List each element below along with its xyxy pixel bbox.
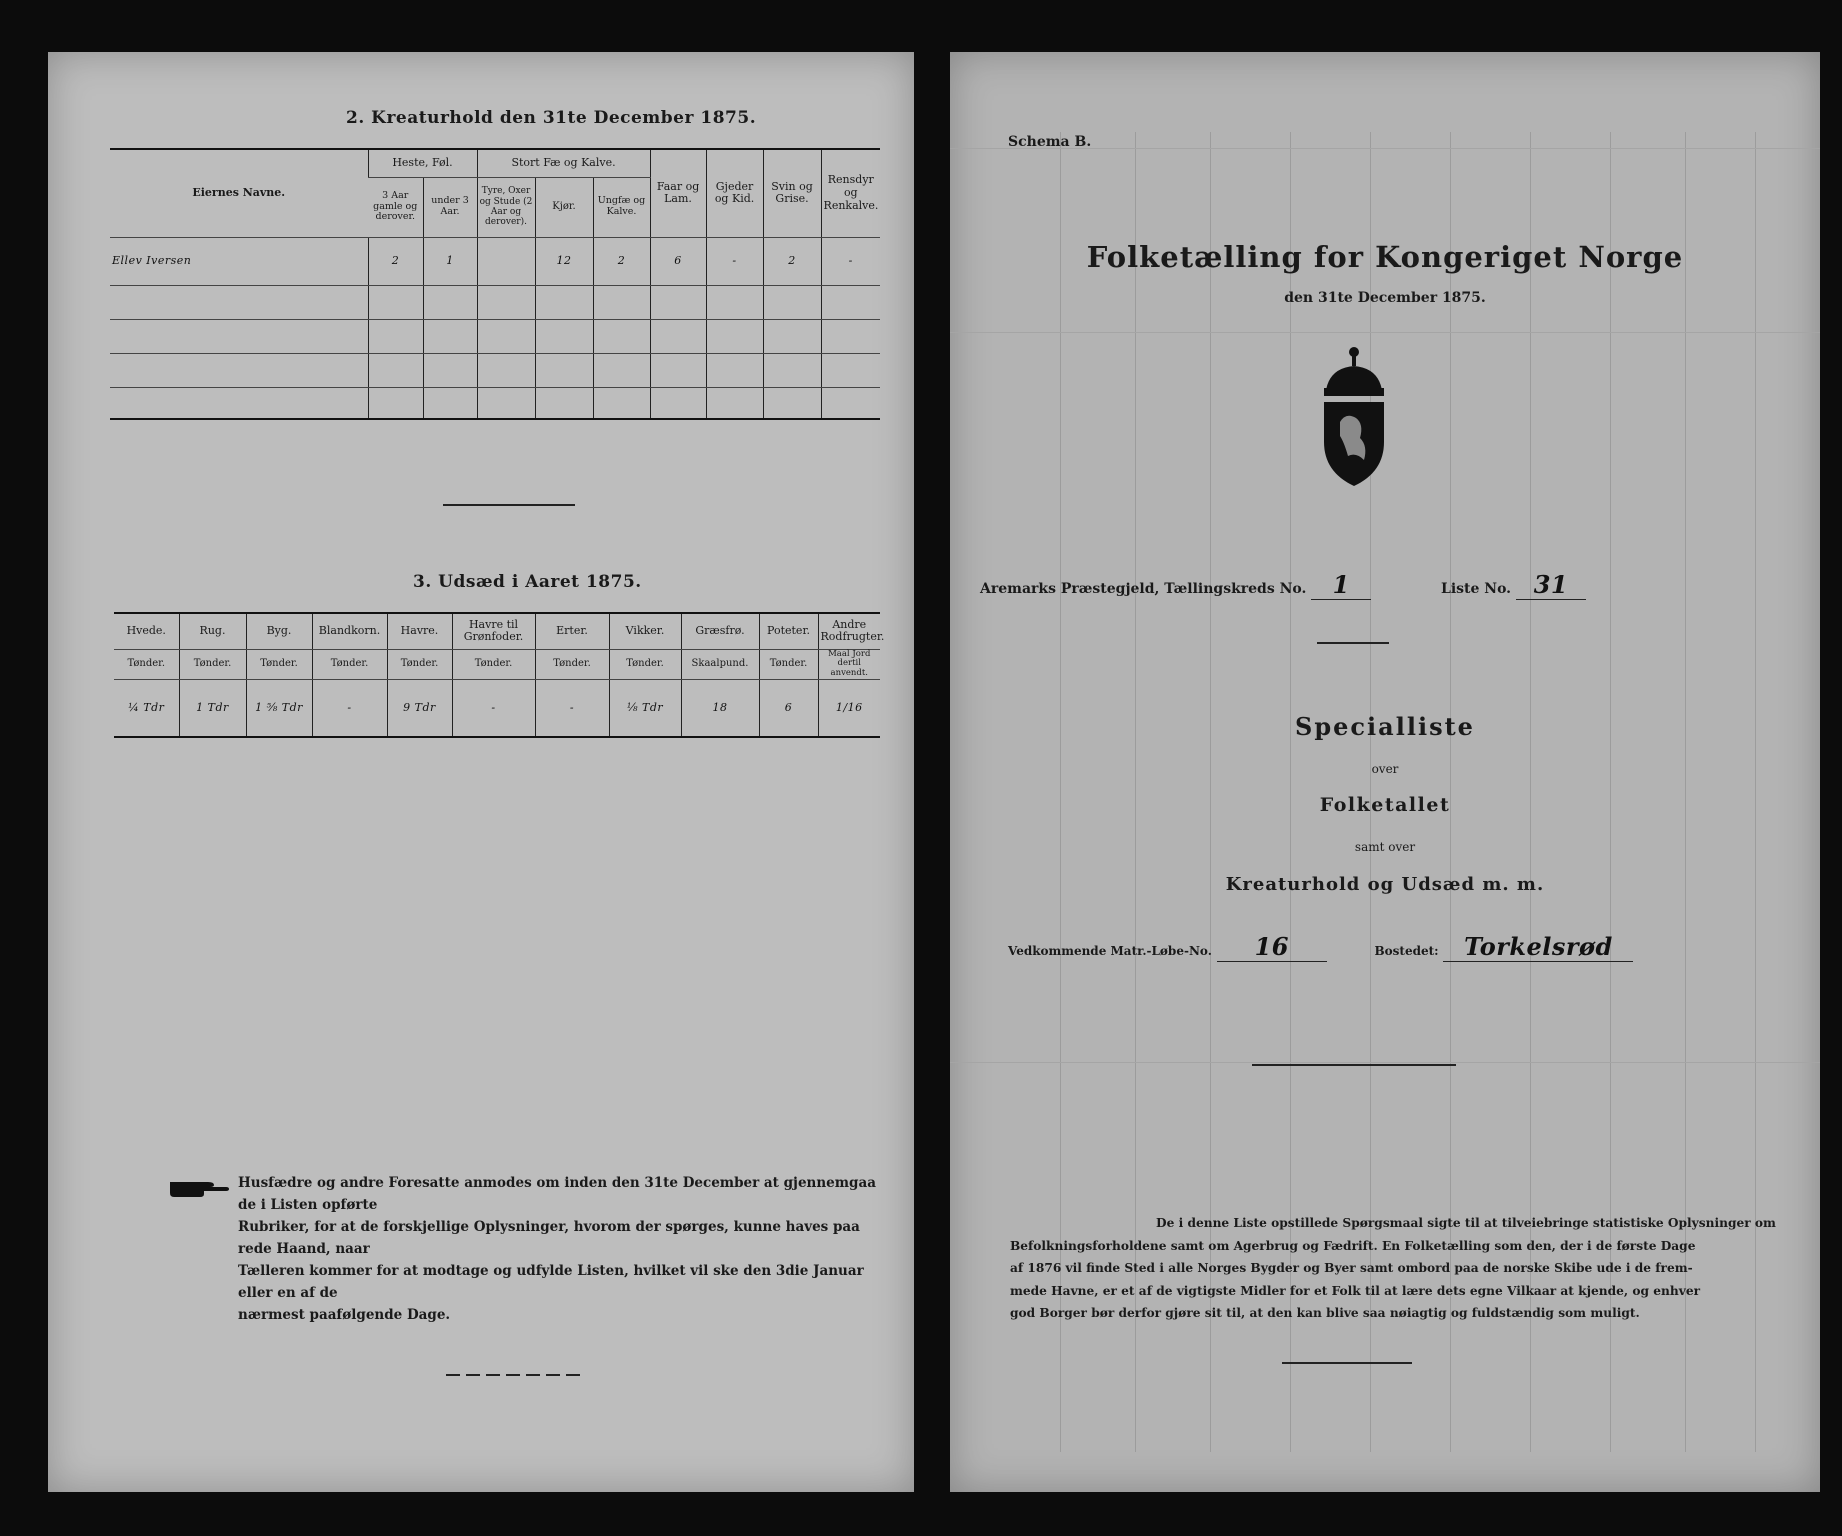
cell-value: - [706,237,763,285]
grass-seed-header: Græsfrø. [681,613,759,649]
potatoes-header: Poteter. [759,613,818,649]
notice-line: Husfædre og andre Foresatte anmodes om inden den 31te December at gjennemgaa de i Listen opførte [238,1175,876,1213]
kreaturhold-label: Kreaturhold og Udsæd m. m. [1225,874,1545,895]
unit: Tønder. [114,649,179,679]
cell-value: 2 [763,237,821,285]
root-crops-header: Andre Rodfrugter. [818,613,880,649]
vetch-header: Vikker. [609,613,681,649]
right-page [950,52,1820,1492]
green-oats-header: Havre til Grønfoder. [452,613,535,649]
bosted-value: Torkelsrød [1443,932,1633,962]
schema-label: Schema B. [1008,134,1092,150]
unit: Tønder. [246,649,312,679]
info-line: mede Havne, er et af de vigtigste Midler for et Folk til at lære dets egne Vilkaar at kjende, og enhver [1010,1283,1701,1298]
list-label: Liste No. [1441,581,1512,597]
table-row [114,679,880,737]
table-row [110,387,880,419]
sowing-title: 3. Udsæd i Aaret 1875. [413,572,642,592]
cell-value: ¼ Tdr [114,679,179,737]
mixed-grain-header: Blandkorn. [312,613,387,649]
cell-value: 1 ⅝ Tdr [246,679,312,737]
cell-value: - [535,679,609,737]
unit: Skaalpund. [681,649,759,679]
horses-old-header: 3 Aar gamle og derover. [368,177,423,237]
cell-value: 6 [650,237,706,285]
list-number: 31 [1516,570,1586,600]
unit: Tønder. [179,649,246,679]
cell-value: 12 [535,237,593,285]
district-number: 1 [1311,570,1371,600]
parish-label: Aremarks Præstegjeld, Tællingskreds No. [980,581,1307,597]
cell-value [477,237,535,285]
rye-header: Rug. [179,613,246,649]
cell-value: 2 [593,237,650,285]
samt-over-label: samt over [1354,840,1416,854]
bosted-label: Bostedet: [1374,944,1439,958]
oats-header: Havre. [387,613,452,649]
horses-header: Heste, Føl. [368,149,477,177]
cell-value: 18 [681,679,759,737]
cell-value: 9 Tdr [387,679,452,737]
main-subtitle: den 31te December 1875. [1284,290,1486,306]
info-line: Befolkningsforholdene samt om Agerbrug og Fædrift. En Folketælling som den, der i de første Dage [1010,1238,1696,1253]
divider [1252,1064,1456,1066]
pointing-hand-icon [168,1176,230,1198]
goats-header: Gjeder og Kid. [706,149,763,237]
matr-label: Vedkommende Matr.-Løbe-No. [1008,944,1212,958]
notice-line: Rubriker, for at de forskjellige Oplysninger, hvorom der spørges, kunne haves paa rede Haand, naar [238,1219,860,1257]
divider [1317,642,1389,644]
folketallet-label: Folketallet [1319,794,1451,816]
cell-value: 2 [368,237,423,285]
divider [443,504,575,506]
notice-line: Tælleren kommer for at modtage og udfylde Listen, hvilket vil ske den 3die Januar eller en af de [238,1263,864,1301]
matr-line [1008,932,1633,962]
unit: Maal Jord dertil anvendt. [818,649,880,679]
cell-value: 6 [759,679,818,737]
peas-header: Erter. [535,613,609,649]
over-label: over [1371,762,1399,776]
cell-value: 1 [423,237,477,285]
table-row [110,237,880,285]
unit: Tønder. [312,649,387,679]
sowing-table [114,612,885,738]
cell-value: - [821,237,880,285]
table-row [110,285,880,319]
livestock-table [110,148,880,420]
cell-value: ⅛ Tdr [609,679,681,737]
barley-header: Byg. [246,613,312,649]
cattle-header: Stort Fæ og Kalve. [477,149,650,177]
cell-value: 1/16 [818,679,880,737]
cell-value: 1 Tdr [179,679,246,737]
parish-line [980,570,1586,600]
divider [446,1374,586,1376]
bulls-header: Tyre, Oxer og Stude (2 Aar og derover). [477,177,535,237]
horses-young-header: under 3 Aar. [423,177,477,237]
info-line: af 1876 vil finde Sted i alle Norges Bygder og Byer samt ombord paa de norske Skibe ude i de frem- [1010,1261,1693,1275]
main-title: Folketælling for Kongeriget Norge [1086,240,1684,274]
info-line: god Borger bør derfor gjøre sit til, at den kan blive saa nøiagtig og fuldstændig som muligt. [1010,1306,1640,1320]
wheat-header: Hvede. [114,613,179,649]
owner-header: Eiernes Navne. [110,149,368,237]
left-page [48,52,914,1492]
owner-name: Ellev Iversen [110,237,368,285]
reindeer-header: Rensdyr og Renkalve. [821,149,880,237]
specialliste-title: Specialliste [1295,712,1475,741]
notice-line: nærmest paafølgende Dage. [238,1307,451,1323]
info-text [1010,1212,1800,1325]
table-row [110,353,880,387]
livestock-title: 2. Kreaturhold den 31te December 1875. [346,108,757,128]
unit: Tønder. [387,649,452,679]
cows-header: Kjør. [535,177,593,237]
unit: Tønder. [759,649,818,679]
unit: Tønder. [452,649,535,679]
cell-value: - [312,679,387,737]
notice-text [238,1172,898,1326]
matr-number: 16 [1217,932,1327,962]
pigs-header: Svin og Grise. [763,149,821,237]
info-line: De i denne Liste opstillede Spørgsmaal sigte til at tilveiebringe statistiske Oplysninger om [1156,1216,1776,1230]
table-row [110,319,880,353]
unit: Tønder. [609,649,681,679]
cell-value: - [452,679,535,737]
unit: Tønder. [535,649,609,679]
calves-header: Ungfæ og Kalve. [593,177,650,237]
coat-of-arms-icon [1312,342,1396,492]
sheep-header: Faar og Lam. [650,149,706,237]
divider [1282,1362,1412,1364]
